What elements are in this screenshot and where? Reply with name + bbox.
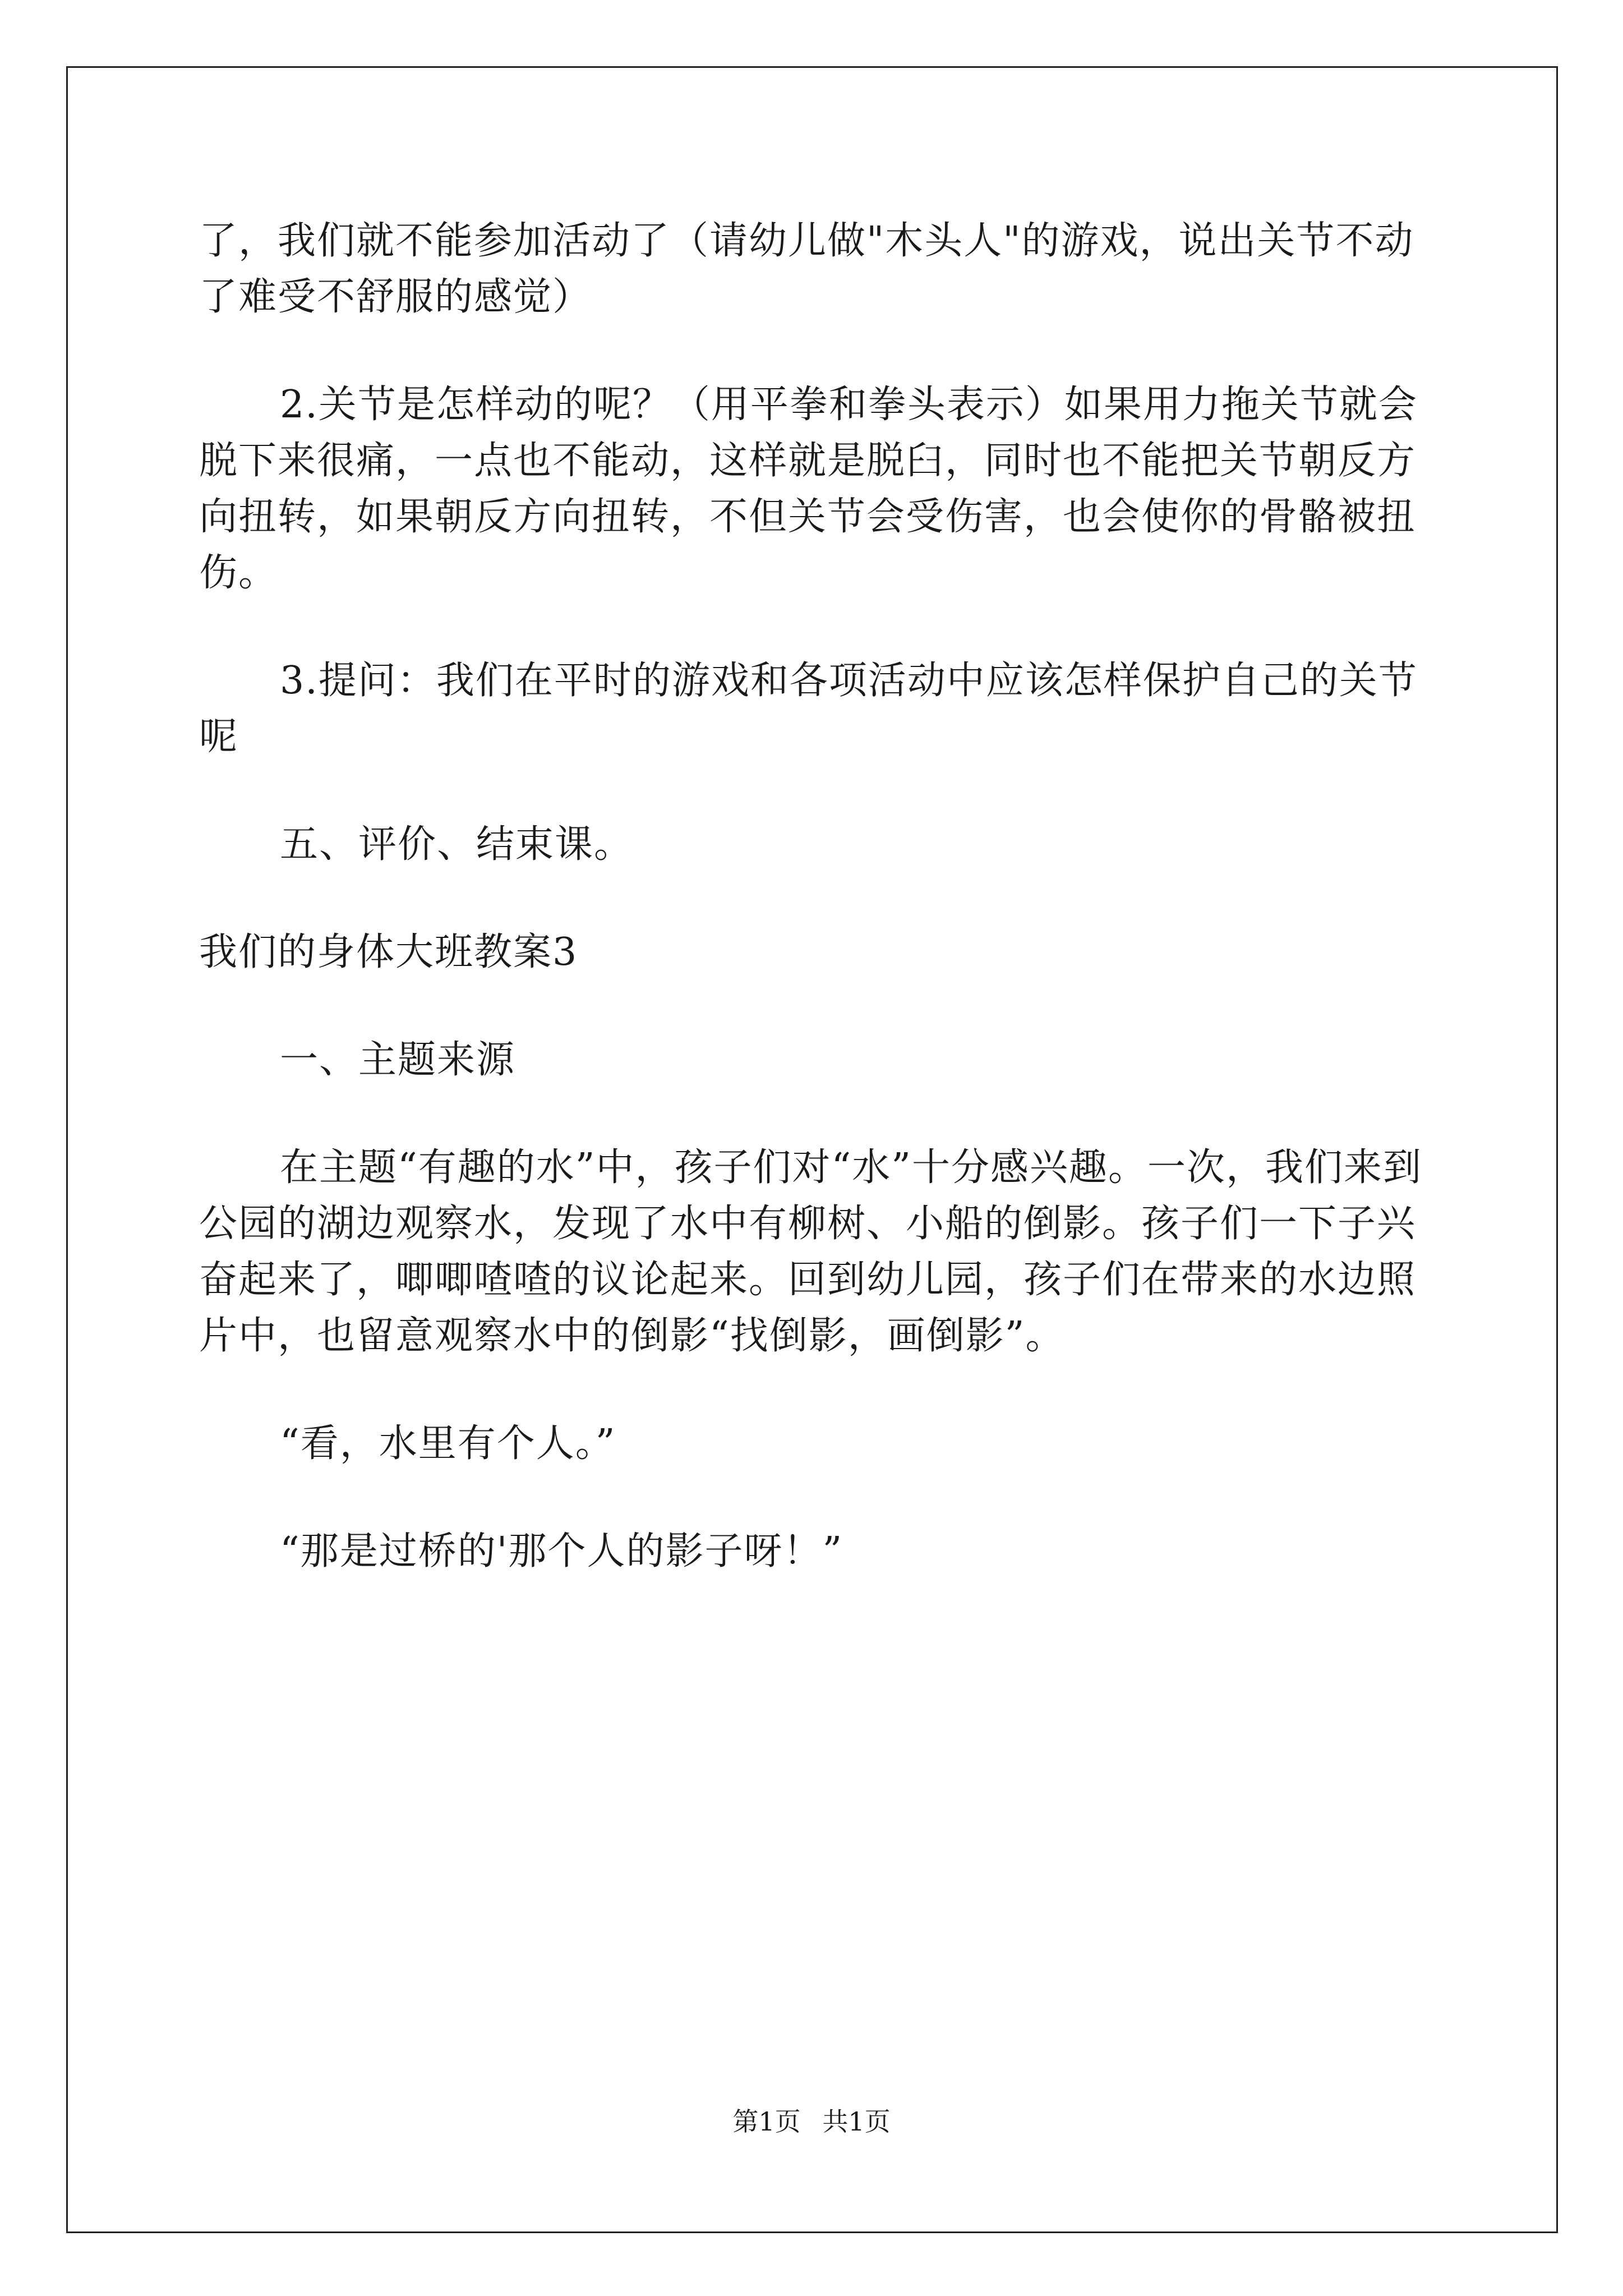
- dialogue-line: “那是过桥的'那个人的影子呀！”: [280, 1529, 843, 1573]
- dialogue-line: “看，水里有个人。”: [280, 1421, 616, 1466]
- paragraph: 了，我们就不能参加活动了（请幼儿做"木头人"的游戏，说出关节不动了难受不舒服的感觉）: [199, 219, 1414, 319]
- page-footer: [0, 2106, 1623, 2137]
- page-total: 共1页: [822, 2106, 891, 2137]
- paragraph: 3.提问：我们在平时的游戏和各项活动中应该怎样保护自己的关节呢: [199, 659, 1418, 759]
- section-heading: 一、主题来源: [280, 1038, 516, 1082]
- document-title: 我们的身体大班教案3: [199, 930, 578, 974]
- paragraph: 2.关节是怎样动的呢？（用平拳和拳头表示）如果用力拖关节就会脱下来很痛，一点也不能动，这样就是脱臼，同时也不能把关节朝反方向扭转，如果朝反方向扭转，不但关节会受伤害，也会使你的骨骼被扭伤。: [199, 383, 1418, 595]
- page-number: 第1页: [732, 2106, 801, 2137]
- section-heading: 五、评价、结束课。: [280, 822, 634, 867]
- paragraph: 在主题“有趣的水”中，孩子们对“水”十分感兴趣。一次，我们来到公园的湖边观察水，发现了水中有柳树、小船的倒影。孩子们一下子兴奋起来了，唧唧喳喳的议论起来。回到幼儿园，孩子们在带来的水边照片中，也留意观察水中的倒影“找倒影，画倒影”。: [199, 1145, 1423, 1358]
- document-body: [199, 213, 1433, 1631]
